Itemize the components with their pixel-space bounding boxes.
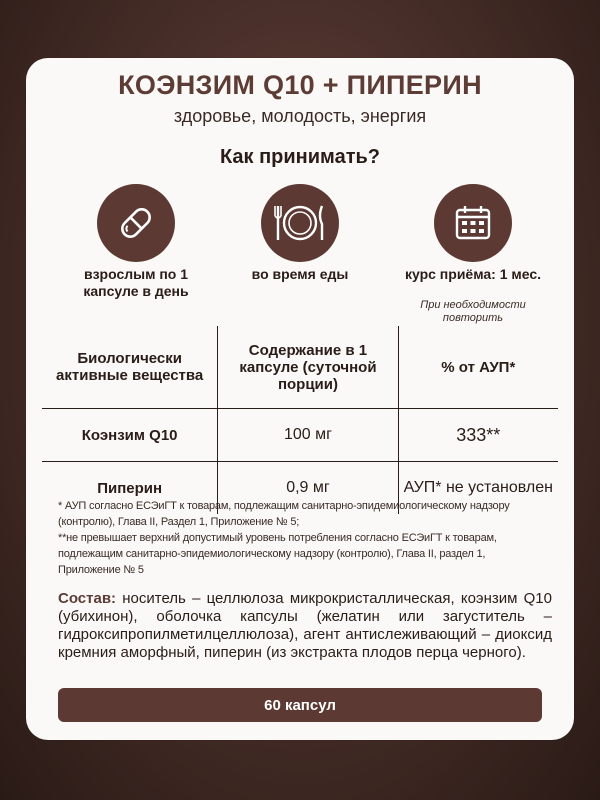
composition xyxy=(58,590,552,662)
calendar-icon xyxy=(434,184,512,262)
product-subtitle: здоровье, молодость, энергия xyxy=(173,106,427,126)
footnotes xyxy=(58,498,548,578)
how-to-heading: Как принимать? xyxy=(219,146,381,168)
table-cell: 333** xyxy=(456,424,501,445)
plate-cutlery-icon xyxy=(261,184,339,262)
nutrient-table xyxy=(42,326,558,514)
step-course-note: При необходимости повторить xyxy=(420,299,526,324)
composition-text: носитель – целлюлоза микрокристаллическая, коэнзим Q10 (убихинон), оболочка капсулы (желатин или загуститель – гидроксипропилметилцеллюлоза), агент антислеживающий – диоксид кремния аморфный, пиперин (из экстракта плодов перца черного). xyxy=(58,590,552,661)
table-cell: АУП* не установлен xyxy=(403,479,553,496)
table-header-cell: % от АУП* xyxy=(441,358,516,376)
table-cell: 0,9 мг xyxy=(217,462,398,514)
composition-label: Состав: xyxy=(58,590,117,607)
step-dose-text: взрослым по 1 капсуле в день xyxy=(83,266,189,299)
table-cell: 100 мг xyxy=(217,409,398,461)
product-title: КОЭНЗИМ Q10 + ПИПЕРИН xyxy=(118,70,482,100)
capsule-count-bar xyxy=(58,688,542,722)
footnote: * АУП согласно ЕСЭиГТ к товарам, подлежащим санитарно-эпидемиологическому надзору (контролю), Глава II, Раздел 1, Приложение № 5; xyxy=(58,500,510,528)
table-header-cell: Содержание в 1 капсуле (суточной порции) xyxy=(217,326,398,408)
step-meal-text: во время еды xyxy=(251,266,349,282)
capsule-icon xyxy=(97,184,175,262)
table-header-cell: Биологически активные вещества xyxy=(56,350,204,384)
product-card xyxy=(26,58,574,740)
table-header-row xyxy=(42,326,558,408)
table-cell: Пиперин xyxy=(97,479,163,497)
footnote: **не превышает верхний допустимый уровень потребления согласно ЕСЭиГТ к товарам, подлежащим санитарно-эпидемиологическому надзору (контролю), Глава II, раздел 1, Приложение № 5 xyxy=(58,532,497,576)
table-cell: Коэнзим Q10 xyxy=(81,426,178,444)
capsule-count-label: 60 капсул xyxy=(264,696,336,714)
step-course-text: курс приёма: 1 мес. xyxy=(404,266,542,282)
table-row xyxy=(42,409,558,461)
